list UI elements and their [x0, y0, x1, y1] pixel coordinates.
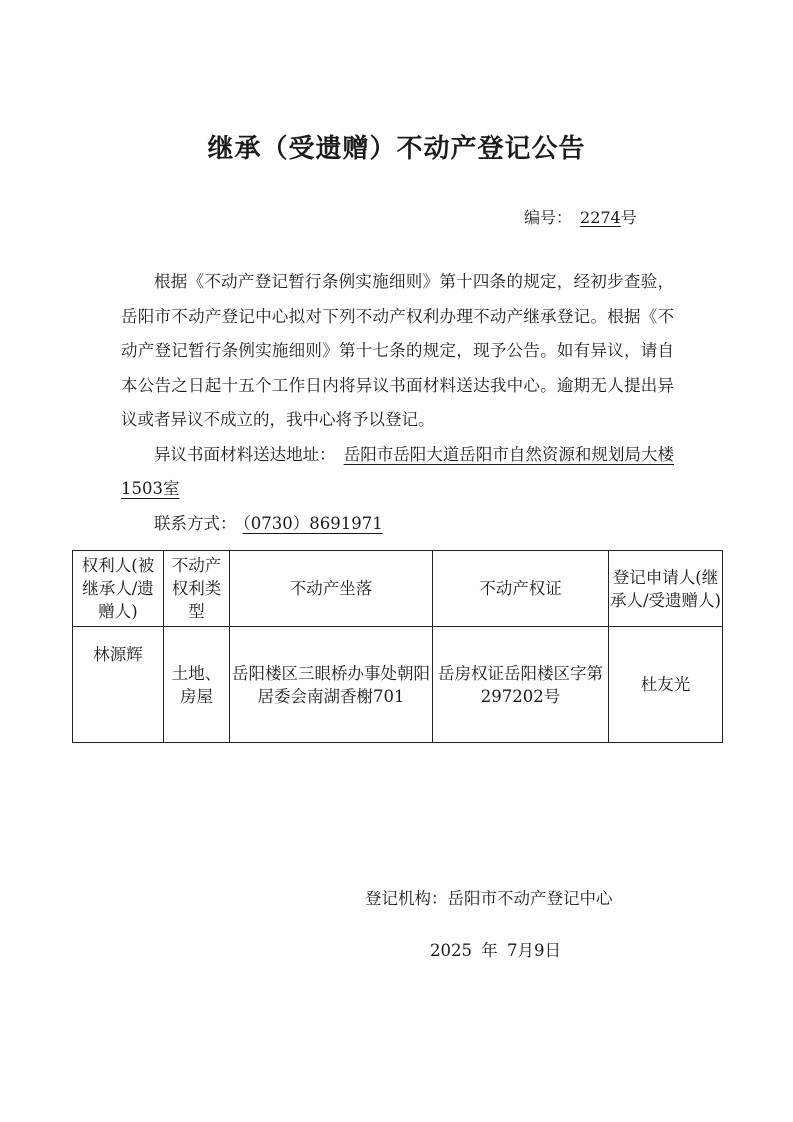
cell-certificate: 岳房权证岳阳楼区字第297202号 [433, 627, 609, 743]
cell-holder: 林源辉 [73, 627, 164, 743]
contact-label: 联系方式： [154, 513, 237, 533]
header-location: 不动产坐落 [230, 551, 433, 627]
page-title: 继承（受遗赠）不动产登记公告 [207, 134, 586, 164]
cell-location: 岳阳楼区三眼桥办事处朝阳居委会南湖香榭701 [230, 627, 433, 743]
table-header-row [73, 551, 723, 627]
objection-address [121, 438, 674, 507]
announcement-body [121, 265, 674, 541]
contact-value: （0730）8691971 [242, 513, 383, 533]
contact-info [121, 507, 674, 542]
cell-applicant: 杜友光 [609, 627, 723, 743]
registration-table [72, 550, 723, 743]
document-number-value: 2274 [580, 208, 621, 227]
header-certificate: 不动产权证 [433, 551, 609, 627]
header-holder: 权利人(被继承人/遗赠人) [73, 551, 164, 627]
issue-date: 2025 年 7月9日 [430, 941, 561, 960]
objection-address-value: 岳阳市岳阳大道岳阳市自然资源和规划局大楼1503室 [121, 444, 675, 498]
header-applicant: 登记申请人(继承人/受遗赠人) [609, 551, 723, 627]
table-row [73, 627, 723, 743]
document-number-label: 编号： [524, 208, 573, 227]
announcement-paragraph: 根据《不动产登记暂行条例实施细则》第十四条的规定，经初步查验，岳阳市不动产登记中心拟对下列不动产权利办理不动产继承登记。根据《不动产登记暂行条例实施细则》第十七条的规定，现予公告。如有异议，请自本公告之日起十五个工作日内将异议书面材料送达我中心。逾期无人提出异议或者异议不成立的，我中心将予以登记。 [121, 272, 674, 429]
document-number-suffix: 号 [620, 208, 637, 227]
issuing-authority: 登记机构：岳阳市不动产登记中心 [365, 889, 613, 908]
cell-right-type: 土地、房屋 [164, 627, 230, 743]
document-number [524, 208, 637, 228]
objection-address-label: 异议书面材料送达地址： [154, 444, 336, 464]
header-right-type: 不动产权利类型 [164, 551, 230, 627]
